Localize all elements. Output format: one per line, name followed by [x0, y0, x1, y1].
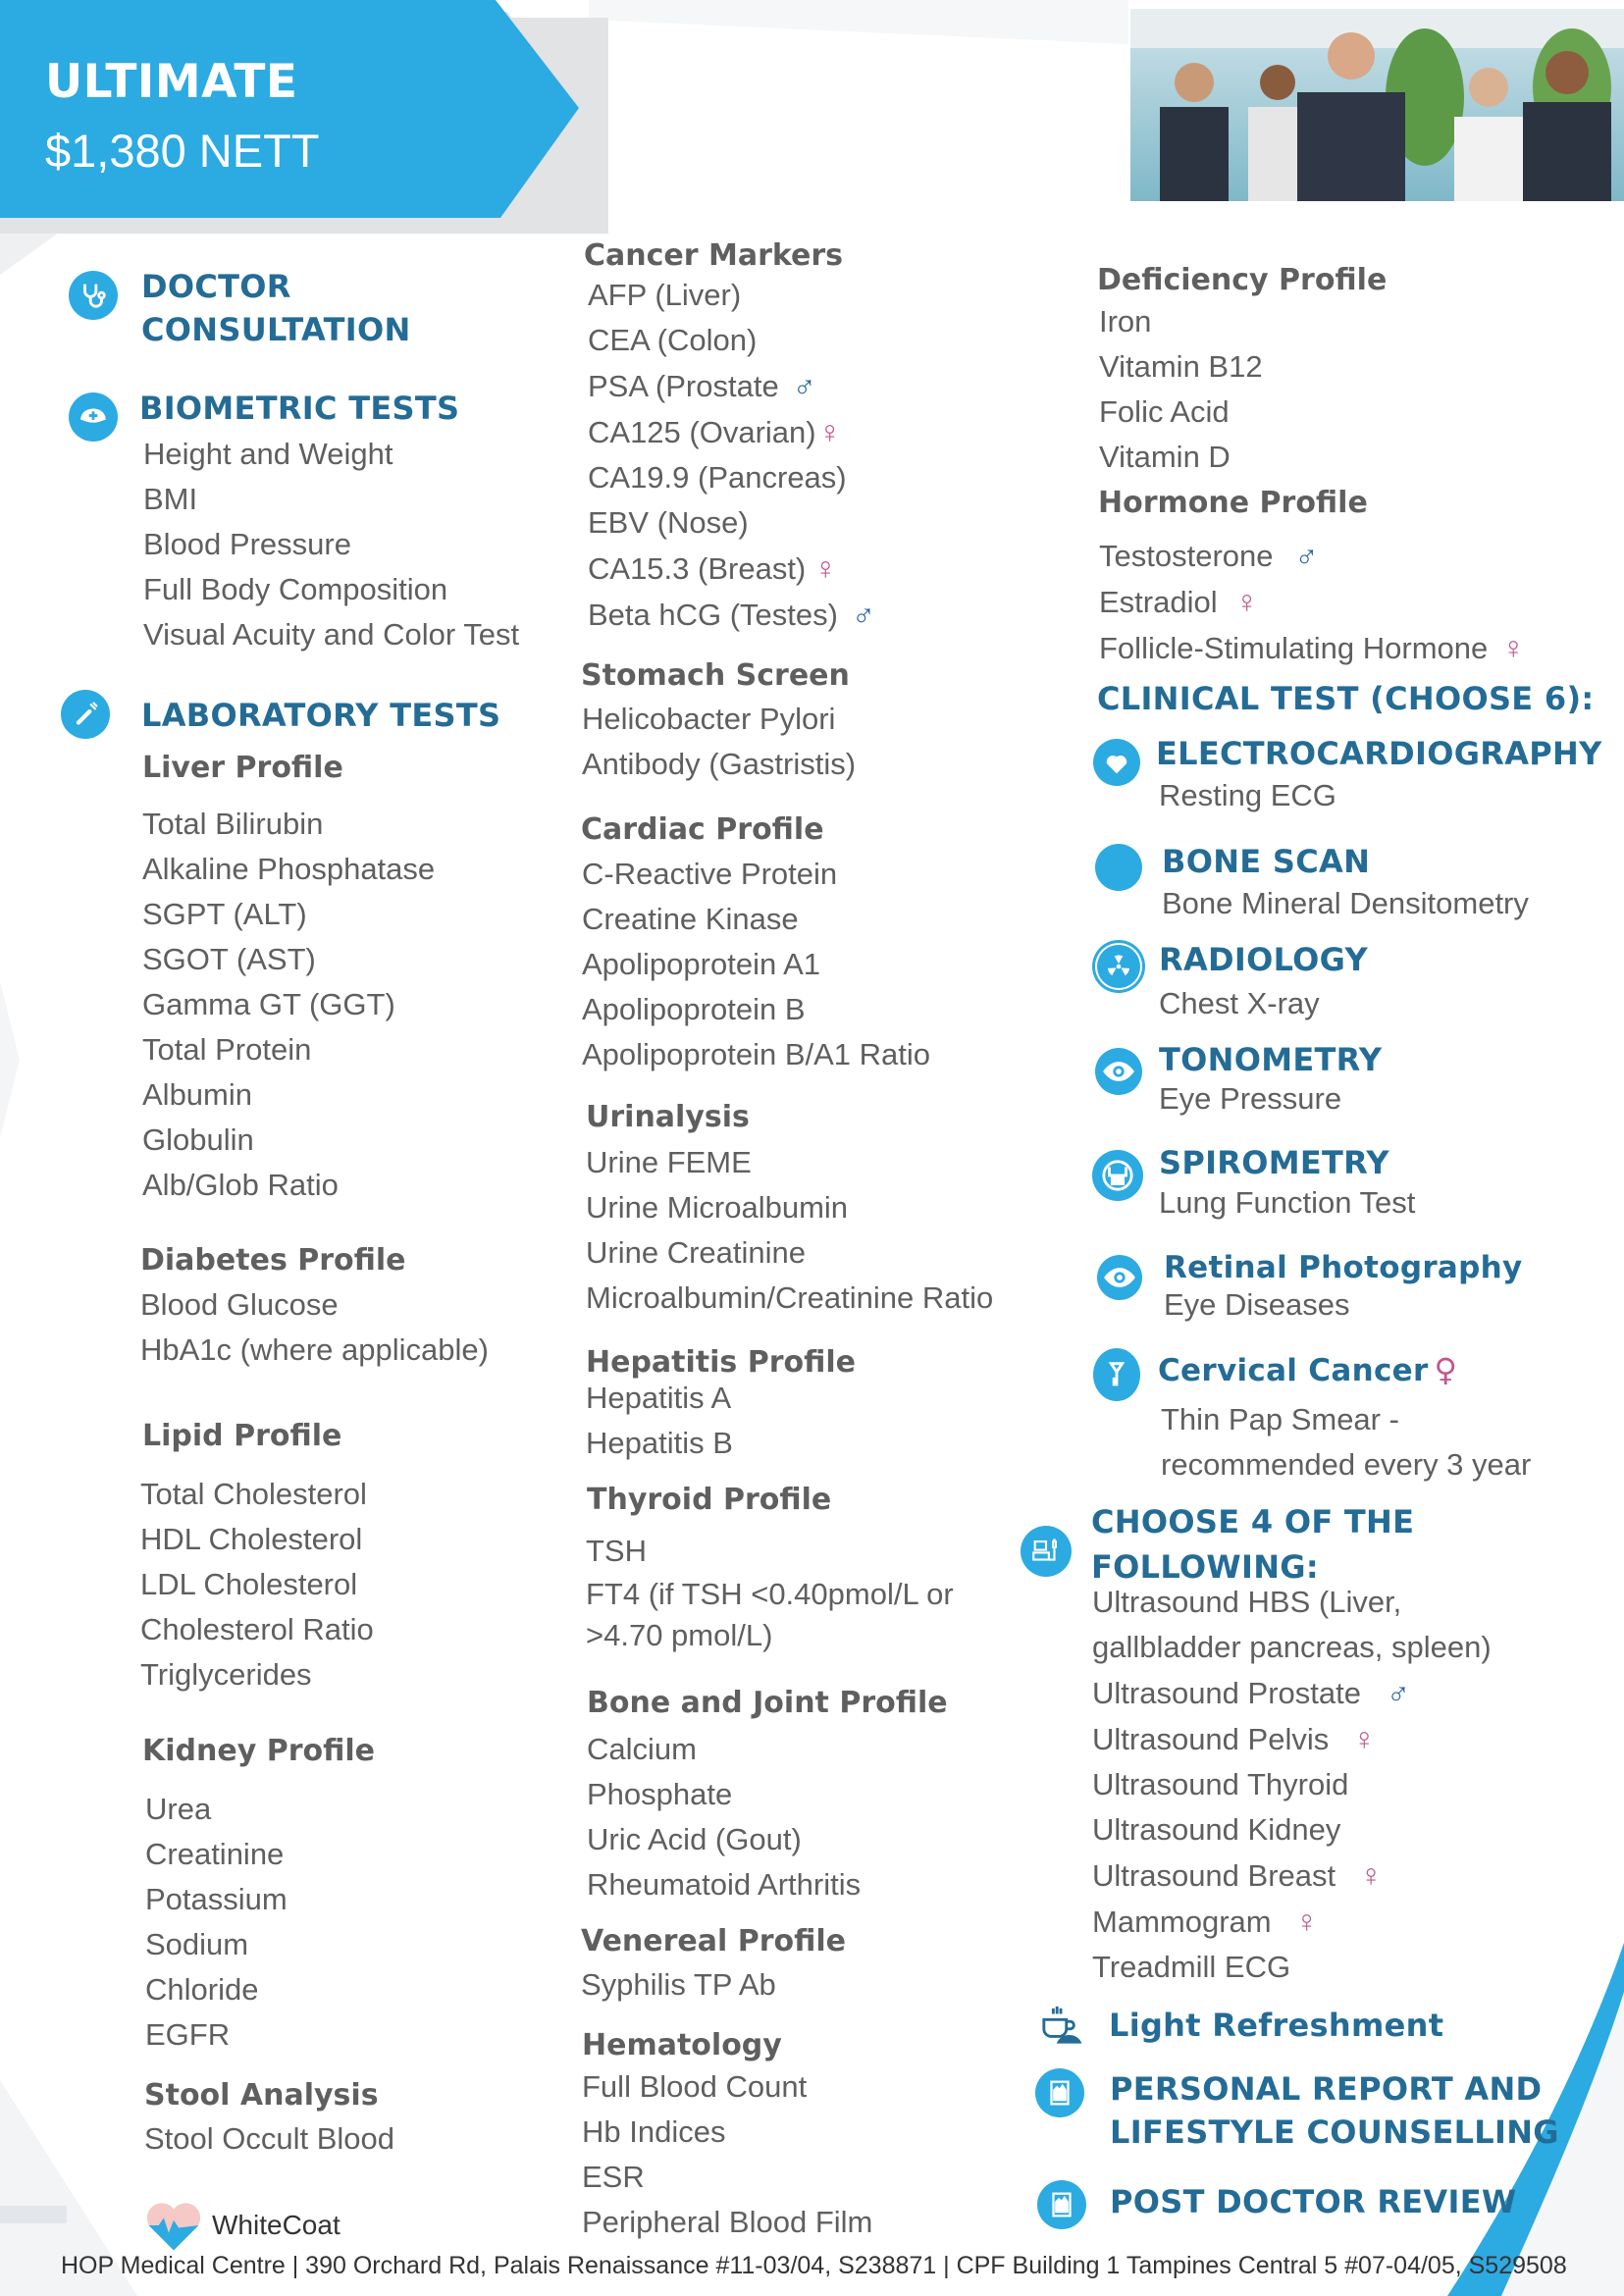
female-icon: ♀ [817, 414, 842, 449]
list-item: Height and Weight [143, 437, 393, 471]
biometric-tests-heading: BIOMETRIC TESTS [139, 390, 460, 427]
item-label: Testosterone [1099, 539, 1274, 573]
list-item: BMI [143, 482, 198, 516]
clinical-item-title: RADIOLOGY [1159, 941, 1368, 978]
cardiac-profile-list [582, 852, 930, 1077]
urinalysis-heading: Urinalysis [586, 1100, 750, 1134]
clinical-item-desc: Eye Pressure [1159, 1081, 1342, 1116]
list-item: Urine Creatinine [586, 1235, 806, 1270]
deficiency-profile-list [1099, 299, 1263, 480]
stool-analysis-heading: Stool Analysis [144, 2078, 379, 2113]
hormone-profile-list [1099, 533, 1525, 671]
clinical-item-title: Retinal Photography [1164, 1250, 1523, 1285]
list-item: Blood Pressure [143, 527, 351, 561]
list-item [1092, 1580, 1492, 1625]
heading-line: CHOOSE 4 OF THE [1091, 1503, 1415, 1540]
cancer-markers-heading: Cancer Markers [584, 238, 844, 273]
list-item [1099, 533, 1525, 579]
eye-icon [1097, 1255, 1142, 1300]
list-item: Apolipoprotein B [582, 992, 806, 1026]
liver-profile-list [142, 802, 435, 1208]
venereal-profile-heading: Venereal Profile [581, 1924, 846, 1958]
list-item [1092, 1899, 1492, 1945]
list-item: Alkaline Phosphatase [142, 852, 436, 886]
item-label: gallbladder pancreas, spleen) [1092, 1630, 1492, 1664]
package-price: $1,380 NETT [45, 125, 320, 177]
list-item [588, 546, 875, 592]
clinical-item-desc: Thin Pap Smear - [1161, 1402, 1399, 1436]
male-icon: ♂ [1386, 1675, 1410, 1710]
lipid-profile-list [140, 1472, 374, 1697]
list-item: >4.70 pmol/L) [586, 1618, 773, 1652]
choose-four-heading [1091, 1499, 1414, 1590]
list-item [1092, 1625, 1492, 1670]
list-item: Alb/Glob Ratio [142, 1168, 339, 1202]
clinical-item-title: SPIROMETRY [1159, 1144, 1389, 1181]
diabetes-profile-list [140, 1282, 489, 1373]
personal-report-heading [1110, 2067, 1559, 2154]
list-item: Triglycerides [140, 1657, 312, 1692]
list-item: C-Reactive Protein [582, 857, 838, 891]
list-item: Hepatitis A [586, 1381, 732, 1415]
light-refreshment-heading: Light Refreshment [1109, 2007, 1444, 2044]
thyroid-profile-list [586, 1529, 954, 1656]
radiation-icon [1095, 943, 1142, 990]
logo-text: WhiteCoat [212, 2210, 341, 2240]
list-item: Potassium [145, 1882, 288, 1916]
list-item: Globulin [142, 1122, 254, 1157]
stomach-screen-heading: Stomach Screen [581, 658, 850, 693]
list-item: Visual Acuity and Color Test [143, 617, 520, 652]
clinical-item-desc: Bone Mineral Densitometry [1162, 886, 1529, 920]
list-item: Total Bilirubin [142, 807, 324, 841]
package-name: ULTIMATE [45, 55, 298, 109]
heading-line: DOCTOR [141, 268, 291, 305]
hepatitis-profile-heading: Hepatitis Profile [586, 1345, 856, 1380]
venereal-profile-list [581, 1962, 776, 2008]
male-icon: ♂ [1294, 538, 1319, 573]
list-item: Apolipoprotein A1 [582, 947, 821, 981]
cancer-markers-list [588, 273, 875, 638]
list-item [588, 318, 875, 363]
hematology-heading: Hematology [582, 2028, 782, 2062]
item-label: Ultrasound Pelvis [1092, 1722, 1330, 1756]
list-item [1099, 625, 1525, 671]
list-item: FT4 (if TSH <0.40pmol/L or [586, 1577, 954, 1611]
spirometer-icon [1092, 1150, 1143, 1201]
biometric-tests-list [143, 432, 519, 657]
list-item: Sodium [145, 1927, 249, 1961]
list-item [1092, 1807, 1492, 1852]
list-item: Urine Microalbumin [586, 1190, 849, 1225]
heading-line: LIFESTYLE COUNSELLING [1110, 2113, 1559, 2151]
choose-four-list [1092, 1580, 1492, 1990]
item-label: Treadmill ECG [1092, 1950, 1291, 1984]
liver-profile-heading: Liver Profile [142, 751, 343, 785]
diabetes-profile-heading: Diabetes Profile [140, 1243, 406, 1278]
item-label: Beta hCG (Testes) [588, 598, 838, 632]
list-item: Urea [145, 1792, 212, 1826]
list-item: HDL Cholesterol [140, 1522, 363, 1556]
list-item [1092, 1670, 1492, 1716]
post-doctor-review-heading: POST DOCTOR REVIEW [1110, 2183, 1517, 2220]
clinical-item-desc: Resting ECG [1159, 778, 1336, 812]
test-tube-icon [61, 690, 110, 739]
cardiac-profile-heading: Cardiac Profile [581, 812, 824, 847]
deficiency-profile-heading: Deficiency Profile [1097, 263, 1388, 297]
list-item: Total Protein [142, 1032, 312, 1067]
female-icon: ♀ [1234, 584, 1259, 619]
list-item [1092, 1762, 1492, 1807]
list-item: Full Body Composition [143, 572, 448, 606]
list-item [1099, 579, 1525, 625]
female-icon: ♀ [1501, 630, 1526, 665]
item-label: Estradiol [1099, 585, 1218, 619]
hormone-profile-heading: Hormone Profile [1098, 486, 1368, 520]
list-item: Rheumatoid Arthritis [587, 1867, 862, 1902]
list-item: Hb Indices [582, 2114, 726, 2149]
female-icon: ♀ [1434, 1351, 1458, 1388]
clinical-item-title: TONOMETRY [1159, 1041, 1383, 1078]
clinical-test-heading: CLINICAL TEST (CHOOSE 6): [1097, 680, 1595, 717]
list-item: SGOT (AST) [142, 942, 316, 976]
item-label: PSA (Prostate [588, 369, 779, 403]
list-item: Chloride [145, 1972, 259, 2007]
whitecoat-logo [143, 2198, 341, 2253]
stomach-screen-list [582, 697, 856, 787]
eye-icon [1095, 1048, 1142, 1095]
bone-scan-icon [1095, 844, 1142, 891]
list-item: HbA1c (where applicable) [140, 1332, 489, 1367]
male-icon: ♂ [792, 368, 816, 403]
item-label: CEA (Colon) [588, 323, 758, 357]
thyroid-profile-heading: Thyroid Profile [587, 1483, 832, 1517]
nurse-cap-icon [69, 392, 118, 442]
list-item: Albumin [142, 1077, 252, 1112]
item-label: Ultrasound Breast [1092, 1858, 1336, 1893]
list-item: Iron [1099, 304, 1152, 339]
list-item [588, 455, 875, 500]
female-icon: ♀ [1359, 1857, 1384, 1893]
list-item: Vitamin D [1099, 440, 1231, 474]
female-icon: ♀ [1294, 1904, 1319, 1939]
heading-line: FOLLOWING: [1091, 1548, 1319, 1586]
report-icon [1035, 2068, 1084, 2117]
cervical-cancer-label: Cervical Cancer [1158, 1353, 1429, 1388]
bone-joint-profile-heading: Bone and Joint Profile [587, 1686, 948, 1720]
item-label: Mammogram [1092, 1905, 1272, 1939]
doctor-consultation-heading [141, 265, 411, 351]
list-item: Creatine Kinase [582, 902, 799, 936]
item-label: Ultrasound HBS (Liver, [1092, 1585, 1402, 1619]
list-item: Cholesterol Ratio [140, 1612, 374, 1646]
hepatitis-profile-list [586, 1376, 733, 1466]
clinical-item-title: ELECTROCARDIOGRAPHY [1156, 735, 1602, 772]
list-item: Syphilis TP Ab [581, 1967, 776, 2002]
list-item [588, 273, 875, 318]
item-label: Ultrasound Thyroid [1092, 1767, 1349, 1801]
list-item: ESR [582, 2160, 645, 2194]
laboratory-tests-heading: LABORATORY TESTS [141, 697, 501, 734]
hematology-list [582, 2064, 872, 2245]
list-item: Phosphate [587, 1777, 733, 1811]
item-label: Ultrasound Prostate [1092, 1676, 1361, 1710]
list-item: Peripheral Blood Film [582, 2205, 873, 2239]
list-item: Creatinine [145, 1837, 285, 1871]
clinical-item-title: BONE SCAN [1162, 843, 1371, 880]
clinical-item-desc: recommended every 3 year [1161, 1447, 1532, 1482]
list-item: Antibody (Gastristis) [582, 747, 857, 781]
list-item: Blood Glucose [140, 1287, 339, 1322]
list-item [1092, 1852, 1492, 1899]
list-item: SGPT (ALT) [142, 897, 307, 931]
item-label: CA15.3 (Breast) [588, 551, 807, 586]
list-item [588, 409, 875, 455]
stool-analysis-list [144, 2116, 394, 2162]
list-item: TSH [586, 1534, 647, 1568]
report-icon [1037, 2180, 1086, 2229]
male-icon: ♂ [851, 597, 875, 632]
speculum-icon [1093, 1348, 1140, 1401]
item-label: Follicle-Stimulating Hormone [1099, 631, 1489, 665]
heading-line: CONSULTATION [141, 311, 411, 348]
list-item: Helicobacter Pylori [582, 702, 836, 736]
list-item: Full Blood Count [582, 2069, 808, 2104]
list-item: Folic Acid [1099, 394, 1230, 429]
list-item [1092, 1716, 1492, 1762]
list-item [588, 592, 875, 638]
kidney-profile-heading: Kidney Profile [142, 1734, 375, 1768]
list-item: Total Cholesterol [140, 1477, 367, 1511]
item-label: CA19.9 (Pancreas) [588, 460, 847, 495]
item-label: Ultrasound Kidney [1092, 1812, 1341, 1847]
clinical-item-title [1158, 1348, 1457, 1392]
female-icon: ♀ [1352, 1721, 1377, 1756]
list-item: Microalbumin/Creatinine Ratio [586, 1280, 994, 1315]
item-label: AFP (Liver) [588, 278, 742, 312]
lipid-profile-heading: Lipid Profile [142, 1419, 342, 1453]
item-label: CA125 (Ovarian) [588, 415, 816, 449]
urinalysis-list [586, 1140, 993, 1321]
heart-icon [1093, 739, 1140, 786]
heading-line: PERSONAL REPORT AND [1110, 2070, 1543, 2108]
list-item: LDL Cholesterol [140, 1567, 358, 1601]
clinical-item-desc: Lung Function Test [1159, 1185, 1416, 1220]
list-item: Apolipoprotein B/A1 Ratio [582, 1037, 931, 1071]
list-item: Vitamin B12 [1099, 349, 1263, 384]
list-item: EGFR [145, 2017, 231, 2052]
list-item: Uric Acid (Gout) [587, 1822, 802, 1856]
coffee-croissant-icon [1038, 2005, 1083, 2046]
stethoscope-icon [69, 271, 118, 320]
female-icon: ♀ [813, 550, 838, 586]
list-item: Gamma GT (GGT) [142, 987, 395, 1021]
list-item [588, 500, 875, 546]
item-label: EBV (Nose) [588, 505, 749, 540]
list-item: Stool Occult Blood [144, 2121, 395, 2156]
heart-logo-icon [143, 2198, 204, 2253]
ultrasound-machine-icon [1021, 1526, 1072, 1577]
bone-joint-profile-list [587, 1727, 861, 1907]
list-item: Calcium [587, 1732, 697, 1766]
footer-address: HOP Medical Centre | 390 Orchard Rd, Palais Renaissance #11-03/04, S238871 | CPF Building 1 Tampines Central 5 #07-04/05, S529508 [61, 2252, 1567, 2279]
list-item [588, 363, 875, 409]
kidney-profile-list [145, 1787, 288, 2058]
list-item: Hepatitis B [586, 1426, 733, 1460]
clinical-item-desc: Eye Diseases [1164, 1287, 1350, 1322]
clinical-item-desc: Chest X-ray [1159, 986, 1320, 1020]
list-item: Urine FEME [586, 1145, 752, 1179]
package-banner [0, 0, 589, 218]
hero-photo [1130, 9, 1624, 201]
list-item [1092, 1945, 1492, 1990]
